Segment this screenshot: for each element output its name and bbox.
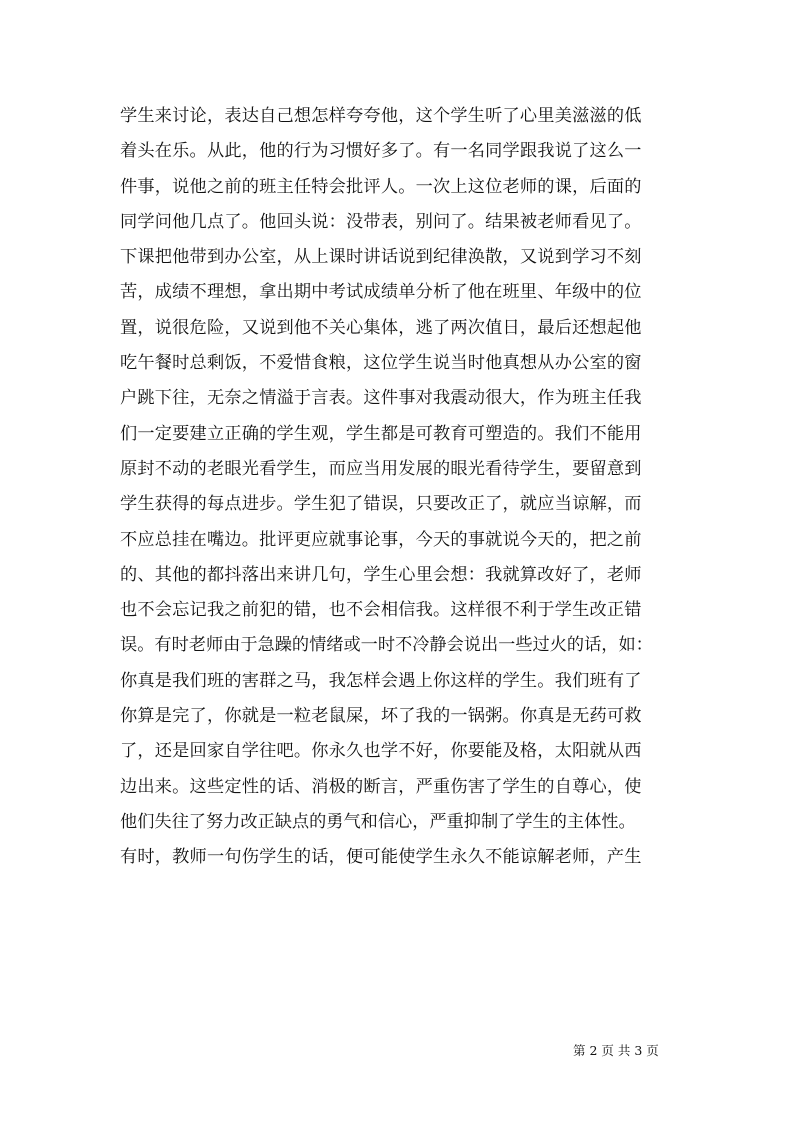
text-line: 原封不动的老眼光看学生，而应当用发展的眼光看待学生，要留意到 xyxy=(120,458,642,479)
text-line: 的、其他的都抖落出来讲几句，学生心里会想：我就算改好了，老师 xyxy=(120,564,642,585)
text-line: 同学问他几点了。他回头说：没带表，别问了。结果被老师看见了。 xyxy=(120,211,642,232)
text-line: 下课把他带到办公室，从上课时讲话说到纪律涣散，又说到学习不刻 xyxy=(120,247,642,268)
text-line: 苦，成绩不理想，拿出期中考试成绩单分析了他在班里、年级中的位 xyxy=(120,282,642,303)
text-line: 件事，说他之前的班主任特会批评人。一次上这位老师的课，后面的 xyxy=(120,176,642,197)
text-line: 你真是我们班的害群之马，我怎样会遇上你这样的学生。我们班有了 xyxy=(120,670,642,691)
text-line: 置，说很危险，又说到他不关心集体，逃了两次值日，最后还想起他 xyxy=(120,317,642,338)
text-line: 学生获得的每点进步。学生犯了错误，只要改正了，就应当谅解，而 xyxy=(120,494,642,515)
text-line: 了，还是回家自学往吧。你永久也学不好，你要能及格，太阳就从西 xyxy=(120,741,642,762)
text-line: 你算是完了，你就是一粒老鼠屎，坏了我的一锅粥。你真是无药可救 xyxy=(120,706,642,727)
text-line: 着头在乐。从此，他的行为习惯好多了。有一名同学跟我说了这么一 xyxy=(120,141,642,162)
text-line: 也不会忘记我之前犯的错，也不会相信我。这样很不利于学生改正错 xyxy=(120,600,642,621)
text-line: 边出来。这些定性的话、消极的断言，严重伤害了学生的自尊心，使 xyxy=(120,776,642,797)
text-line: 不应总挂在嘴边。批评更应就事论事，今天的事就说今天的，把之前 xyxy=(120,529,642,550)
text-line: 有时，教师一句伤学生的话，便可能使学生永久不能谅解老师，产生 xyxy=(120,847,642,868)
text-line: 们一定要建立正确的学生观，学生都是可教育可塑造的。我们不能用 xyxy=(120,423,642,444)
text-line: 吃午餐时总剩饭，不爱惜食粮，这位学生说当时他真想从办公室的窗 xyxy=(120,353,642,374)
body-text xyxy=(120,99,688,876)
text-line: 学生来讨论，表达自己想怎样夸夸他，这个学生听了心里美滋滋的低 xyxy=(120,106,642,126)
text-line: 户跳下往，无奈之情溢于言表。这件事对我震动很大，作为班主任我 xyxy=(120,388,642,409)
text-line: 误。有时老师由于急躁的情绪或一时不冷静会说出一些过火的话，如： xyxy=(120,635,653,656)
page-number-footer: 第 2 页 共 3 页 xyxy=(573,1043,659,1058)
text-line: 他们失往了努力改正缺点的勇气和信心，严重抑制了学生的主体性。 xyxy=(120,811,636,832)
